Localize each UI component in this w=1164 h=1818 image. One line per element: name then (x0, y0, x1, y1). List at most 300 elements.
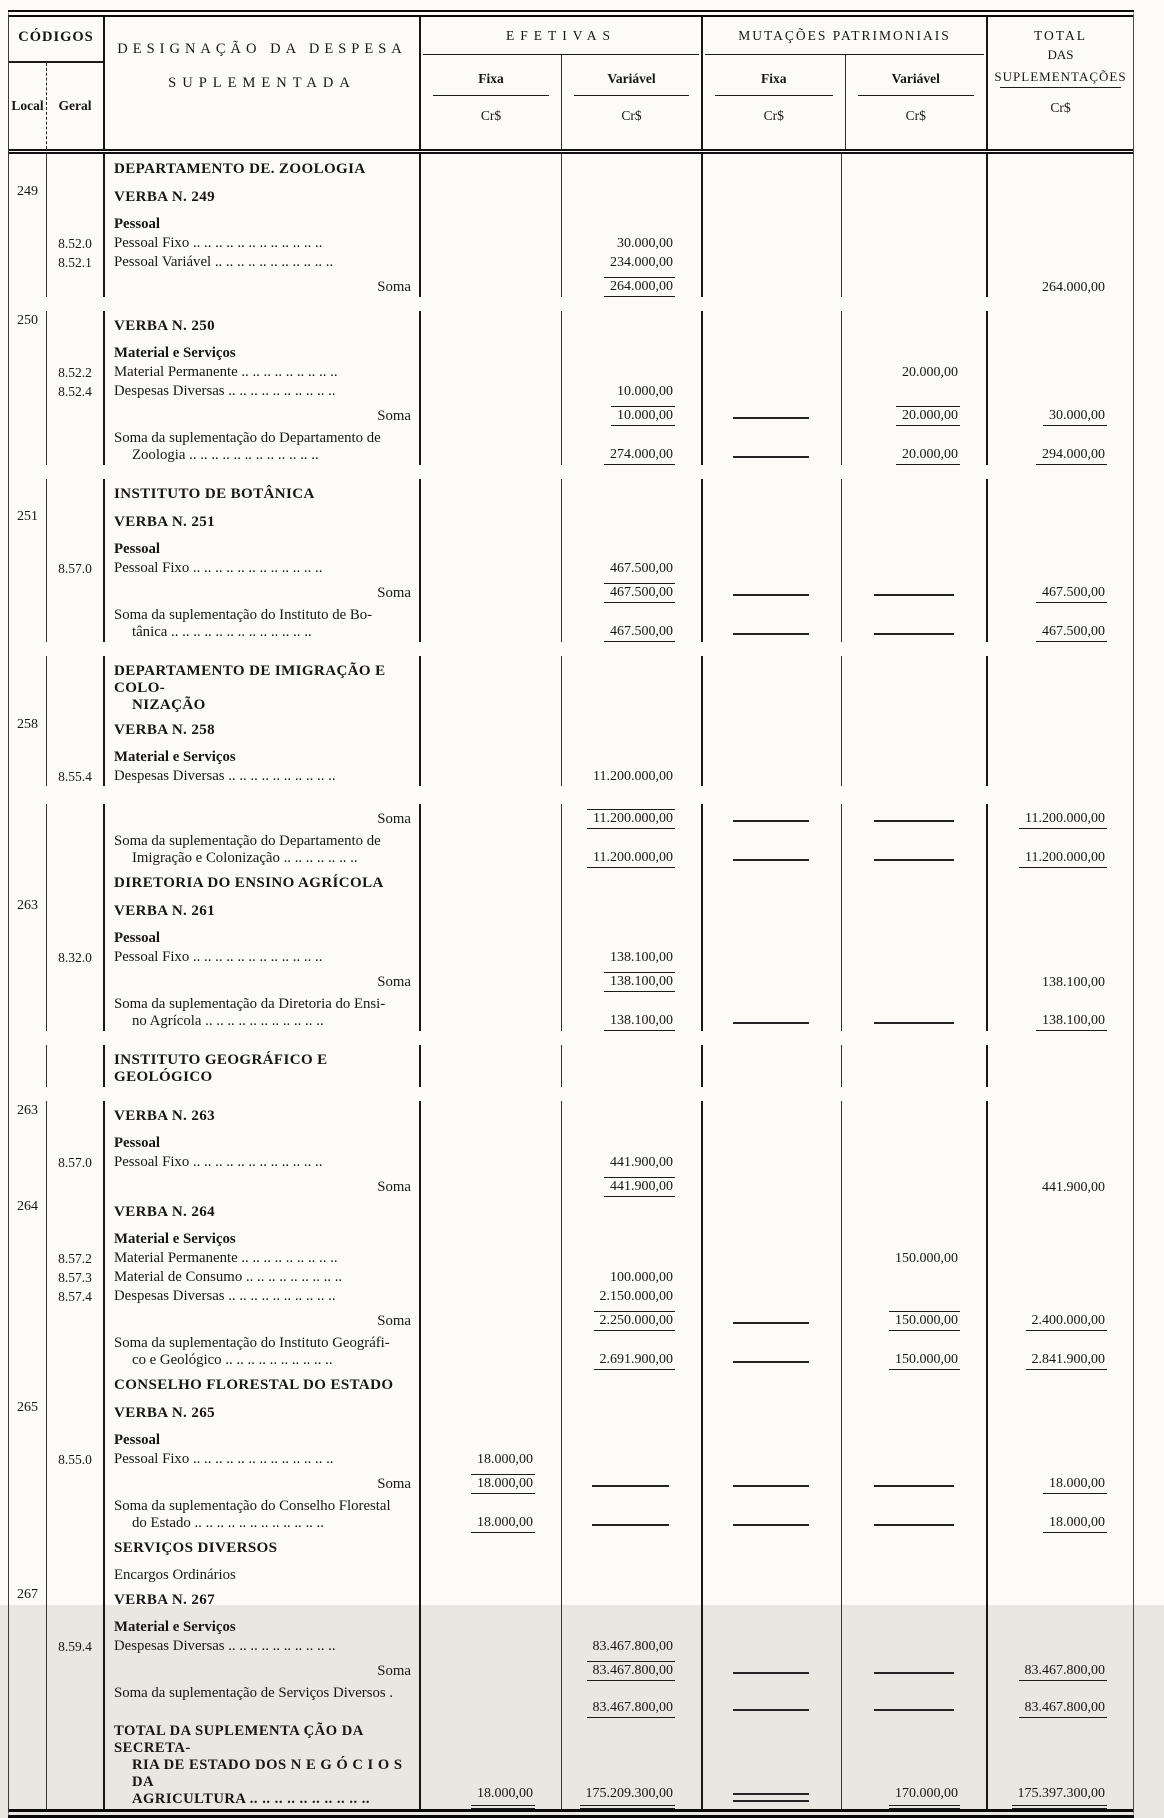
description-text: Soma da suplementação do Departamento de (114, 833, 381, 849)
description-text: VERBA N. 251 (114, 514, 216, 530)
blank-sum-line (874, 1672, 954, 1674)
amount-efetivas-fixa (419, 1613, 561, 1637)
blank-sum-line (874, 1022, 954, 1024)
amount-efetivas-variavel (561, 1681, 701, 1718)
amount-mutacoes-variavel (841, 1129, 986, 1153)
designation-header-line2: SUPLEMENTADA (168, 75, 356, 91)
blank-sum-line (733, 633, 809, 635)
cell-local-code: 267 (17, 1587, 38, 1602)
cell-geral-code (46, 1398, 103, 1426)
description-text: Soma (377, 279, 411, 295)
amount-value: 10.000,00 (611, 406, 675, 426)
amount-efetivas-fixa (419, 272, 561, 297)
amount-mutacoes-fixa (701, 1172, 841, 1197)
description-text: Pessoal (114, 1432, 161, 1448)
table-row (9, 363, 1133, 382)
amount-value: 467.500,00 (1036, 584, 1107, 603)
amount-efetivas-fixa (419, 948, 561, 967)
cell-local-code (9, 272, 46, 297)
amount-mutacoes-fixa (701, 1494, 841, 1533)
cell-local-code (9, 535, 46, 559)
amount-efetivas-variavel (561, 948, 701, 967)
currency-label: Cr$ (1050, 100, 1071, 115)
description-text: VERBA N. 261 (114, 903, 216, 919)
cell-description (103, 743, 419, 767)
cell-description (103, 1153, 419, 1172)
cell-description (103, 992, 419, 1031)
amount-value: 2.841.900,00 (1026, 1351, 1108, 1370)
amount-mutacoes-variavel (841, 1172, 986, 1197)
table-body (9, 154, 1133, 1809)
cell-geral-code: 8.57.0 (46, 1153, 103, 1172)
amount-efetivas-fixa (419, 426, 561, 465)
table-row (9, 948, 1133, 967)
amount-total (986, 182, 1133, 210)
column-header-efetivas-variavel: Variável (607, 71, 656, 86)
cell-description (103, 234, 419, 253)
blank-sum-line (733, 1022, 809, 1024)
cell-description (103, 382, 419, 401)
amount-mutacoes-fixa (701, 1197, 841, 1225)
amount-value: 30.000,00 (1043, 407, 1107, 426)
table-row (9, 1469, 1133, 1494)
amount-mutacoes-fixa (701, 272, 841, 297)
amount-mutacoes-fixa (701, 948, 841, 967)
cell-description (103, 1287, 419, 1306)
amount-total (986, 1287, 1133, 1306)
cell-local-code (9, 1225, 46, 1249)
blank-sum-line (733, 1361, 809, 1363)
amount-efetivas-variavel (561, 1637, 701, 1656)
amount-mutacoes-fixa (701, 1268, 841, 1287)
blank-sum-line (592, 1524, 669, 1526)
table-row (9, 272, 1133, 297)
amount-value: 467.500,00 (1036, 623, 1107, 642)
cell-geral-code (46, 1585, 103, 1613)
description-text: Despesas Diversas .. .. .. .. .. .. .. .. .. .. (114, 1638, 336, 1654)
amount-mutacoes-fixa (701, 382, 841, 401)
total-header-group (986, 17, 1133, 149)
amount-efetivas-fixa (419, 924, 561, 948)
amount-value: 20.000,00 (896, 446, 960, 465)
cell-local-code (9, 1306, 46, 1331)
cell-local-code (9, 743, 46, 767)
amount-total (986, 829, 1133, 868)
cell-description (103, 1129, 419, 1153)
amount-mutacoes-variavel (841, 1197, 986, 1225)
cell-geral-code (46, 656, 103, 715)
description-text: DIRETORIA DO ENSINO AGRÍCOLA (114, 875, 384, 891)
amount-mutacoes-variavel (841, 363, 986, 382)
table-row (9, 1370, 1133, 1398)
amount-total (986, 1370, 1133, 1398)
description-text: Pessoal (114, 216, 161, 232)
amount-total (986, 1585, 1133, 1613)
amount-efetivas-variavel (561, 479, 701, 507)
amount-efetivas-fixa (419, 382, 561, 401)
amount-efetivas-variavel (561, 1450, 701, 1469)
description-text: Despesas Diversas .. .. .. .. .. .. .. .. .. .. (114, 1288, 336, 1304)
amount-mutacoes-variavel (841, 1370, 986, 1398)
amount-efetivas-variavel (561, 656, 701, 715)
amount-efetivas-fixa (419, 154, 561, 182)
cell-geral-code: 8.57.4 (46, 1287, 103, 1306)
amount-total (986, 1718, 1133, 1809)
cell-local-code (9, 1494, 46, 1533)
amount-total (986, 1045, 1133, 1087)
table-row (9, 234, 1133, 253)
blank-sum-line (874, 633, 954, 635)
cell-geral-code (46, 1129, 103, 1153)
amount-mutacoes-variavel (841, 154, 986, 182)
designation-header-line1: DESIGNAÇÃO DA DESPESA (117, 41, 407, 57)
amount-efetivas-fixa (419, 1585, 561, 1613)
amount-value: 18.000,00 (471, 1785, 535, 1809)
cell-geral-code (46, 603, 103, 642)
table-row (9, 182, 1133, 210)
description-text: Material e Serviços (114, 345, 236, 361)
budget-table (8, 10, 1134, 1818)
cell-geral-code (46, 1494, 103, 1533)
amount-value: 175.209.300,00 (580, 1785, 676, 1809)
amount-efetivas-fixa (419, 1129, 561, 1153)
description-text: Material e Serviços (114, 749, 236, 765)
amount-efetivas-fixa (419, 234, 561, 253)
description-text: Pessoal (114, 1135, 161, 1151)
amount-mutacoes-fixa (701, 1637, 841, 1656)
description-text: AGRICULTURA .. .. .. .. .. .. .. .. .. .. (132, 1791, 371, 1807)
table-row (9, 1197, 1133, 1225)
amount-mutacoes-variavel (841, 1306, 986, 1331)
amount-efetivas-fixa (419, 1197, 561, 1225)
amount-efetivas-variavel (561, 743, 701, 767)
blank-sum-line (592, 1485, 669, 1487)
cell-description (103, 1561, 419, 1585)
cell-local-code (9, 1331, 46, 1370)
amount-mutacoes-variavel (841, 535, 986, 559)
blank-sum-line (733, 417, 809, 419)
mutacoes-header-label: MUTAÇÕES PATRIMONIAIS (738, 28, 951, 43)
amount-efetivas-fixa (419, 182, 561, 210)
cell-description (103, 948, 419, 967)
amount-mutacoes-fixa (701, 1306, 841, 1331)
amount-mutacoes-variavel (841, 1426, 986, 1450)
cell-local-code (9, 948, 46, 967)
amount-mutacoes-fixa (701, 896, 841, 924)
cell-local-code: 258 (17, 717, 38, 732)
cell-description (103, 1613, 419, 1637)
cell-local-code (9, 656, 46, 715)
table-row (9, 1426, 1133, 1450)
amount-mutacoes-variavel (841, 967, 986, 992)
cell-description (103, 1197, 419, 1225)
cell-description (103, 1426, 419, 1450)
amount-value: 150.000,00 (889, 1351, 960, 1370)
cell-description (103, 1306, 419, 1331)
amount-efetivas-variavel (561, 767, 701, 786)
amount-value: 138.100,00 (604, 1012, 675, 1031)
amount-total (986, 339, 1133, 363)
description-text: Soma (377, 1476, 411, 1492)
description-text: Encargos Ordinários (114, 1567, 236, 1583)
cell-geral-code (46, 1533, 103, 1561)
amount-mutacoes-variavel (841, 1331, 986, 1370)
cell-geral-code (46, 507, 103, 535)
amount-mutacoes-variavel (841, 1494, 986, 1533)
table-row (9, 786, 1133, 829)
amount-efetivas-variavel (561, 1225, 701, 1249)
table-row (9, 1129, 1133, 1153)
cell-local-code (9, 1287, 46, 1306)
amount-total (986, 1331, 1133, 1370)
amount-total (986, 311, 1133, 339)
amount-efetivas-fixa (419, 210, 561, 234)
description-text: SERVIÇOS DIVERSOS (114, 1540, 278, 1556)
amount-total (986, 1561, 1133, 1585)
amount-total (986, 715, 1133, 743)
amount-mutacoes-variavel (841, 1225, 986, 1249)
cell-local-code (9, 234, 46, 253)
amount-efetivas-variavel (561, 924, 701, 948)
amount-efetivas-variavel (561, 1331, 701, 1370)
amount-value: 441.900,00 (1042, 1180, 1105, 1195)
cell-geral-code (46, 479, 103, 507)
table-row (9, 253, 1133, 272)
amount-total (986, 767, 1133, 786)
currency-label: Cr$ (480, 108, 502, 123)
description-text: Pessoal Variável .. .. .. .. .. .. .. .. .. .. .. (114, 254, 334, 270)
cell-description (103, 272, 419, 297)
amount-mutacoes-variavel (841, 311, 986, 339)
cell-geral-code (46, 210, 103, 234)
amount-value: 274.000,00 (604, 446, 675, 465)
amount-efetivas-fixa (419, 1370, 561, 1398)
amount-mutacoes-fixa (701, 1398, 841, 1426)
amount-efetivas-fixa (419, 535, 561, 559)
blank-sum-line (733, 1793, 809, 1802)
blank-sum-line (733, 1709, 809, 1711)
amount-mutacoes-fixa (701, 1681, 841, 1718)
amount-value: 11.200.000,00 (1019, 849, 1107, 868)
amount-mutacoes-fixa (701, 1045, 841, 1087)
amount-mutacoes-fixa (701, 578, 841, 603)
cell-description (103, 967, 419, 992)
amount-efetivas-fixa (419, 1287, 561, 1306)
table-row (9, 1249, 1133, 1268)
table-row (9, 603, 1133, 642)
cell-description (103, 715, 419, 743)
blank-sum-line (733, 456, 809, 458)
amount-mutacoes-fixa (701, 924, 841, 948)
amount-mutacoes-variavel (841, 339, 986, 363)
amount-value: 234.000,00 (610, 255, 673, 270)
description-text: NIZAÇÃO (132, 697, 206, 713)
amount-mutacoes-fixa (701, 829, 841, 868)
cell-local-code (9, 339, 46, 363)
amount-efetivas-fixa (419, 1172, 561, 1197)
table-row (9, 1287, 1133, 1306)
blank-sum-line (874, 820, 954, 822)
cell-description (103, 182, 419, 210)
currency-label: Cr$ (621, 108, 642, 123)
cell-local-code (9, 1469, 46, 1494)
cell-description (103, 1045, 419, 1087)
amount-mutacoes-variavel (841, 1045, 986, 1087)
description-text: Soma da suplementação da Diretoria do Ensi- (114, 996, 386, 1012)
amount-value: 18.000,00 (471, 1514, 535, 1533)
amount-efetivas-variavel (561, 253, 701, 272)
amount-mutacoes-variavel (841, 234, 986, 253)
amount-value: 467.500,00 (604, 623, 675, 642)
table-row (9, 1681, 1133, 1718)
amount-value: 150.000,00 (889, 1311, 960, 1331)
table-row (9, 465, 1133, 507)
description-text: DEPARTAMENTO DE. ZOOLOGIA (114, 161, 366, 177)
cell-description (103, 1172, 419, 1197)
amount-mutacoes-fixa (701, 535, 841, 559)
amount-value: 10.000,00 (617, 384, 673, 399)
amount-mutacoes-fixa (701, 1533, 841, 1561)
cell-geral-code: 8.57.0 (46, 559, 103, 578)
cell-local-code: 264 (17, 1199, 38, 1214)
amount-efetivas-variavel (561, 154, 701, 182)
cell-local-code (9, 1681, 46, 1718)
amount-value: 20.000,00 (902, 365, 958, 380)
amount-efetivas-variavel (561, 578, 701, 603)
amount-efetivas-variavel (561, 896, 701, 924)
amount-mutacoes-fixa (701, 559, 841, 578)
amount-efetivas-variavel (561, 1561, 701, 1585)
amount-value: 467.500,00 (604, 583, 675, 603)
amount-mutacoes-fixa (701, 426, 841, 465)
table-row (9, 1172, 1133, 1197)
amount-efetivas-fixa (419, 1153, 561, 1172)
cell-local-code (9, 1268, 46, 1287)
amount-total (986, 382, 1133, 401)
cell-description (103, 1398, 419, 1426)
amount-value: 18.000,00 (471, 1474, 535, 1494)
cell-local-code (9, 253, 46, 272)
cell-geral-code: 8.57.2 (46, 1249, 103, 1268)
table-row (9, 1153, 1133, 1172)
amount-mutacoes-fixa (701, 1153, 841, 1172)
amount-total (986, 603, 1133, 642)
amount-mutacoes-variavel (841, 829, 986, 868)
amount-efetivas-fixa (419, 1561, 561, 1585)
amount-efetivas-variavel (561, 182, 701, 210)
table-row (9, 210, 1133, 234)
table-row (9, 426, 1133, 465)
description-text: Material Permanente .. .. .. .. .. .. .. .. .. (114, 1250, 338, 1266)
description-text: do Estado .. .. .. .. .. .. .. .. .. .. .. .. (132, 1515, 324, 1531)
amount-mutacoes-fixa (701, 1469, 841, 1494)
amount-mutacoes-variavel (841, 1585, 986, 1613)
amount-efetivas-fixa (419, 1045, 561, 1087)
amount-value: 83.467.800,00 (1019, 1699, 1108, 1718)
amount-mutacoes-fixa (701, 1450, 841, 1469)
amount-efetivas-variavel (561, 1153, 701, 1172)
cell-local-code: 263 (17, 1103, 38, 1118)
amount-total (986, 210, 1133, 234)
cell-description (103, 868, 419, 896)
table-row (9, 896, 1133, 924)
amount-value: 83.467.800,00 (587, 1699, 676, 1718)
description-text: Pessoal (114, 930, 161, 946)
cell-geral-code: 8.57.3 (46, 1268, 103, 1287)
amount-value: 11.200.000,00 (587, 849, 675, 868)
amount-value: 150.000,00 (895, 1251, 958, 1266)
amount-efetivas-variavel (561, 507, 701, 535)
description-text: Soma (377, 1313, 411, 1329)
column-header-geral: Geral (46, 63, 103, 149)
amount-mutacoes-variavel (841, 272, 986, 297)
amount-mutacoes-fixa (701, 767, 841, 786)
cell-local-code: 249 (17, 184, 38, 199)
amount-mutacoes-fixa (701, 992, 841, 1031)
amount-efetivas-variavel (561, 1249, 701, 1268)
table-row (9, 1225, 1133, 1249)
amount-mutacoes-variavel (841, 656, 986, 715)
cell-description (103, 154, 419, 182)
currency-label: Cr$ (763, 108, 784, 123)
amount-efetivas-variavel (561, 1306, 701, 1331)
amount-total (986, 656, 1133, 715)
cell-local-code (9, 154, 46, 182)
description-text: Soma da suplementação do Instituto de Bo- (114, 607, 373, 623)
amount-efetivas-fixa (419, 1268, 561, 1287)
cell-description (103, 253, 419, 272)
amount-efetivas-fixa (419, 578, 561, 603)
table-row (9, 1087, 1133, 1129)
table-row (9, 992, 1133, 1031)
currency-label: Cr$ (905, 108, 926, 123)
cell-local-code (9, 1450, 46, 1469)
cell-geral-code (46, 1197, 103, 1225)
amount-efetivas-variavel (561, 311, 701, 339)
description-text: Soma da suplementação de Serviços Diversos . (114, 1685, 394, 1701)
cell-local-code: 250 (17, 313, 38, 328)
amount-value: 11.200.000,00 (593, 769, 673, 784)
cell-geral-code (46, 1561, 103, 1585)
amount-value: 100.000,00 (610, 1270, 673, 1285)
cell-geral-code (46, 182, 103, 210)
amount-efetivas-variavel (561, 1287, 701, 1306)
description-text: Soma da suplementação do Instituto Geográfi- (114, 1335, 390, 1351)
description-text: Pessoal Fixo .. .. .. .. .. .. .. .. .. .. .. .. (114, 949, 323, 965)
cell-description (103, 1469, 419, 1494)
blank-sum-line (733, 859, 809, 861)
amount-value: 2.400.000,00 (1026, 1312, 1108, 1331)
cell-description (103, 1249, 419, 1268)
amount-efetivas-fixa (419, 363, 561, 382)
amount-mutacoes-variavel (841, 182, 986, 210)
amount-mutacoes-variavel (841, 1613, 986, 1637)
table-row (9, 1613, 1133, 1637)
amount-efetivas-variavel (561, 1398, 701, 1426)
amount-efetivas-variavel (561, 804, 701, 829)
amount-total (986, 1129, 1133, 1153)
description-text: Soma (377, 974, 411, 990)
amount-mutacoes-variavel (841, 426, 986, 465)
cell-local-code (9, 829, 46, 868)
amount-mutacoes-variavel (841, 1469, 986, 1494)
amount-total (986, 967, 1133, 992)
amount-efetivas-fixa (419, 1249, 561, 1268)
amount-mutacoes-fixa (701, 253, 841, 272)
amount-efetivas-fixa (419, 507, 561, 535)
amount-total (986, 1533, 1133, 1561)
cell-local-code (9, 924, 46, 948)
